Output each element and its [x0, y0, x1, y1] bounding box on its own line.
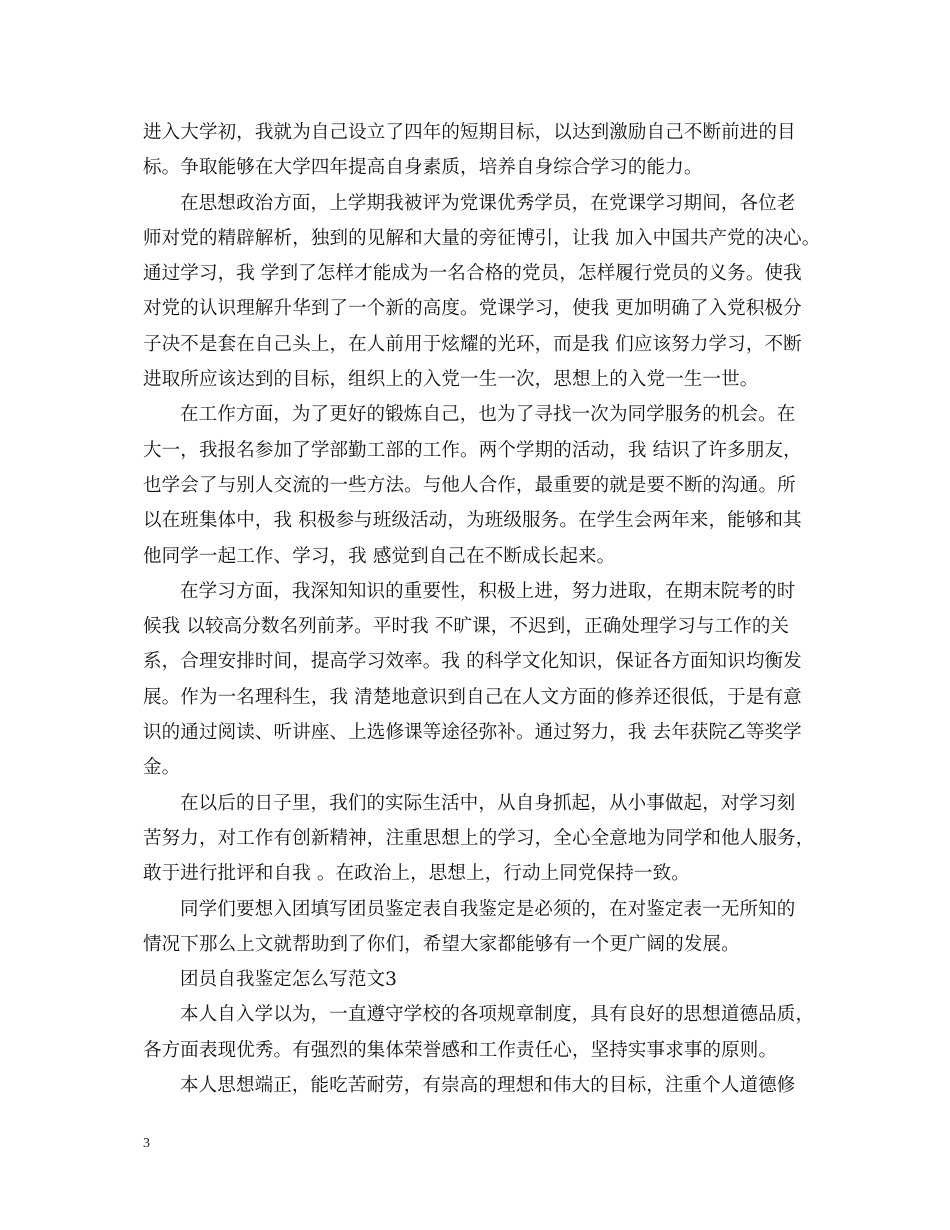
text-line: 同学们要想入团填写团员鉴定表自我鉴定是必须的，在对鉴定表一无所知的 — [180, 898, 796, 920]
text-line: 团员自我鉴定怎么写范文3 — [180, 969, 398, 991]
text-line: 展。作为一名理科生，我 清楚地意识到自己在人文方面的修养还很低，于是有意 — [143, 686, 802, 708]
text-line: 系，合理安排时间，提高学习效率。我 的科学文化知识，保证各方面知识均衡发 — [143, 651, 802, 673]
text-line: 以在班集体中，我 积极参与班级活动，为班级服务。在学生会两年来，能够和其 — [143, 510, 802, 532]
text-line: 候我 以较高分数名列前茅。平时我 不旷课，不迟到，正确处理学习与工作的关 — [143, 616, 790, 638]
text-line: 他同学一起工作、学习，我 感觉到自己在不断成长起来。 — [143, 545, 616, 567]
text-line: 苦努力，对工作有创新精神，注重思想上的学习，全心全意地为同学和他人服务， — [143, 827, 815, 849]
text-line: 通过学习，我 学到了怎样才能成为一名合格的党员，怎样履行党员的义务。使我 — [143, 263, 802, 285]
text-line: 进入大学初，我就为自己设立了四年的短期目标，以达到激励自己不断前进的目 — [143, 122, 796, 143]
text-line: 在思想政治方面，上学期我被评为党课优秀学员，在党课学习期间，各位老 — [180, 192, 796, 214]
text-line: 本人自入学以为，一直遵守学校的各项规章制度，具有良好的思想道德品质， — [180, 1004, 815, 1026]
text-line: 进取所应该达到的目标，组织上的入党一生一次，思想上的入党一生一世。 — [143, 369, 759, 391]
text-line: 敢于进行批评和自我 。在政治上，思想上，行动上同党保持一致。 — [143, 863, 690, 885]
text-line: 在学习方面，我深知知识的重要性，积极上进，努力进取，在期末院考的时 — [180, 580, 796, 602]
text-line: 子决不是套在自己头上，在人前用于炫耀的光环，而是我 们应该努力学习，不断 — [143, 333, 802, 355]
text-line: 金。 — [143, 757, 181, 779]
document-body — [143, 115, 823, 1103]
text-line: 情况下那么上文就帮助到了你们，希望大家都能够有一个更广阔的发展。 — [143, 933, 740, 955]
text-line: 标。争取能够在大学四年提高自身素质，培养自身综合学习的能力。 — [143, 157, 703, 179]
page-number: 3 — [143, 1136, 150, 1151]
text-line: 在以后的日子里，我们的实际生活中，从自身抓起，从小事做起，对学习刻 — [180, 792, 796, 814]
text-line: 对党的认识理解升华到了一个新的高度。党课学习，使我 更加明确了入党积极分 — [143, 298, 802, 320]
text-line: 也学会了与别人交流的一些方法。与他人合作，最重要的就是要不断的沟通。所 — [143, 474, 796, 496]
text-line: 大一，我报名参加了学部勤工部的工作。两个学期的活动，我 结识了许多朋友， — [143, 439, 802, 461]
text-line: 各方面表现优秀。有强烈的集体荣誉感和工作责任心，坚持实事求事的原则。 — [143, 1039, 778, 1061]
text-line: 识的通过阅读、听讲座、上选修课等途径弥补。通过努力，我 去年获院乙等奖学 — [143, 722, 802, 744]
text-line: 在工作方面，为了更好的锻炼自己，也为了寻找一次为同学服务的机会。在 — [180, 404, 796, 426]
text-line: 师对党的精辟解析，独到的见解和大量的旁征博引，让我 加入中国共产党的决心。 — [143, 227, 821, 249]
text-line: 本人思想端正，能吃苦耐劳，有崇高的理想和伟大的目标，注重个人道德修 — [180, 1075, 796, 1097]
